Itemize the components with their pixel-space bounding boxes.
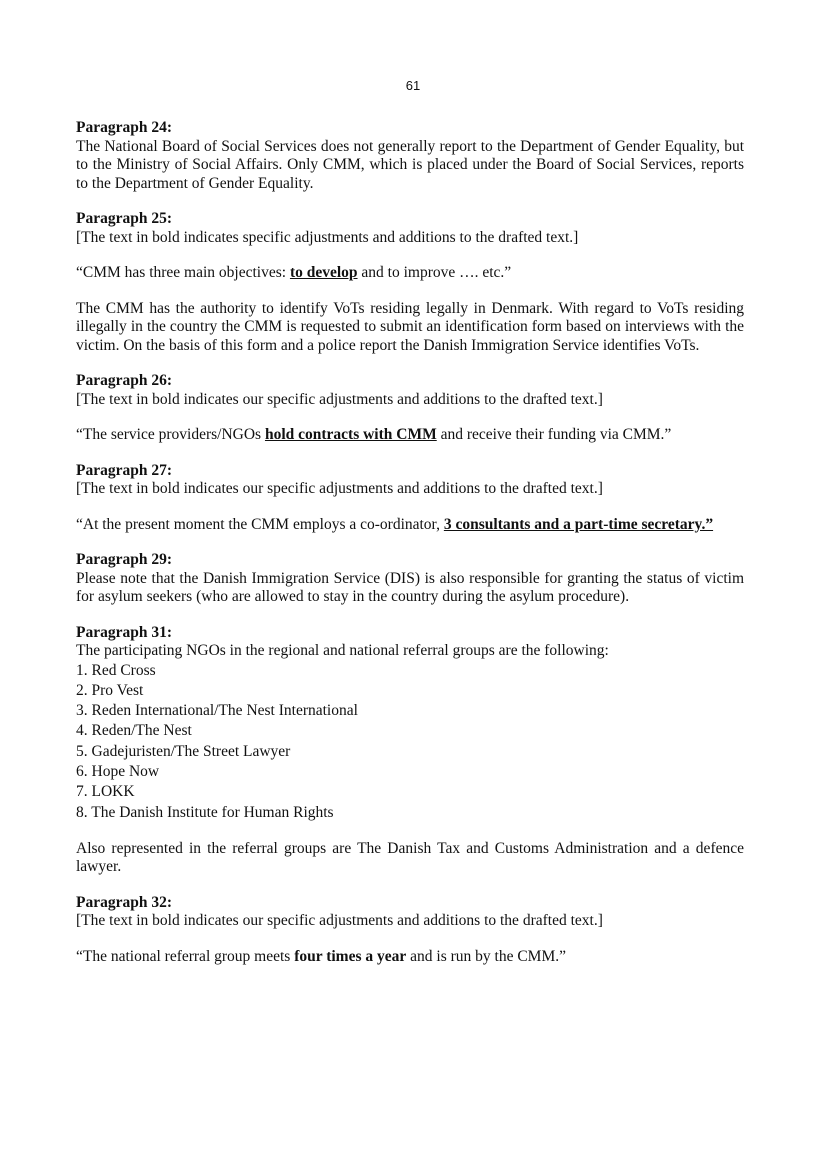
- quote-text: and is run by the CMM.”: [406, 947, 566, 965]
- list-item: 6. Hope Now: [76, 762, 160, 780]
- paragraph-32-quote: [76, 948, 744, 967]
- list-item: 1. Red Cross: [76, 661, 156, 679]
- quote-text: “The national referral group meets: [76, 947, 295, 965]
- bold-addition: 3 consultants and a part-time secretary.”: [443, 515, 714, 533]
- paragraph-29-heading: Paragraph 29:: [76, 551, 173, 568]
- list-item: 4. Reden/The Nest: [76, 722, 192, 740]
- quote-text: and receive their funding via CMM.”: [436, 426, 672, 443]
- paragraph-24-heading: Paragraph 24:: [76, 119, 173, 136]
- list-item: 3. Reden International/The Nest International: [76, 702, 358, 720]
- paragraph-31-intro: The participating NGOs in the regional and national referral groups are the following:: [76, 642, 609, 659]
- ngo-list: [76, 661, 744, 823]
- document-body: [76, 119, 744, 966]
- bold-addition: to develop: [289, 264, 358, 281]
- paragraph-32-heading: Paragraph 32:: [76, 893, 173, 911]
- paragraph-25-note: [The text in bold indicates specific adjustments and additions to the drafted text.]: [76, 228, 579, 246]
- paragraph-25-heading: Paragraph 25:: [76, 210, 173, 227]
- paragraph-26-quote: [76, 426, 744, 445]
- paragraph-26-heading: Paragraph 26:: [76, 372, 173, 389]
- paragraph-27-quote: [76, 516, 744, 535]
- paragraph-31-heading: Paragraph 31:: [76, 623, 173, 641]
- quote-text: “At the present moment the CMM employs a co-ordinator,: [76, 515, 444, 533]
- page-number: 61: [405, 78, 421, 93]
- paragraph-24-text: The National Board of Social Services does not generally report to the Department of Gender Equality, but to the Ministry of Social Affairs. Only CMM, which is placed under the Board of Social Services, reports to the Department of Gender Equality.: [76, 137, 744, 192]
- paragraph-32-note: [The text in bold indicates our specific adjustments and additions to the drafted text.]: [76, 912, 603, 930]
- bold-addition: four times a year: [294, 947, 407, 965]
- paragraph-27-heading: Paragraph 27:: [76, 461, 173, 479]
- list-item: 7. LOKK: [76, 783, 135, 801]
- paragraph-25-text: The CMM has the authority to identify VoTs residing legally in Denmark. With regard to VoTs residing illegally in the country the CMM is requested to submit an identification form based on interviews with the victim. On the basis of this form and a police report the Danish Immigration Service identifies VoTs.: [76, 299, 744, 354]
- list-item: 8. The Danish Institute for Human Rights: [76, 803, 334, 821]
- paragraph-25-quote: [76, 264, 744, 283]
- paragraph-31-outro: Also represented in the referral groups are The Danish Tax and Customs Administration and a defence lawyer.: [76, 839, 744, 876]
- quote-text: “The service providers/NGOs: [76, 426, 265, 443]
- list-item: 5. Gadejuristen/The Street Lawyer: [76, 742, 291, 760]
- paragraph-26-note: [The text in bold indicates our specific adjustments and additions to the drafted text.]: [76, 390, 603, 408]
- bold-addition: hold contracts with CMM: [264, 426, 437, 443]
- quote-text: and to improve …. etc.”: [357, 264, 512, 281]
- list-item: 2. Pro Vest: [76, 681, 144, 699]
- quote-text: “CMM has three main objectives:: [76, 264, 290, 281]
- paragraph-27-note: [The text in bold indicates our specific adjustments and additions to the drafted text.]: [76, 480, 603, 497]
- paragraph-29-text: Please note that the Danish Immigration Service (DIS) is also responsible for granting the status of victim for asylum seekers (who are allowed to stay in the country during the asylum procedure).: [76, 569, 744, 605]
